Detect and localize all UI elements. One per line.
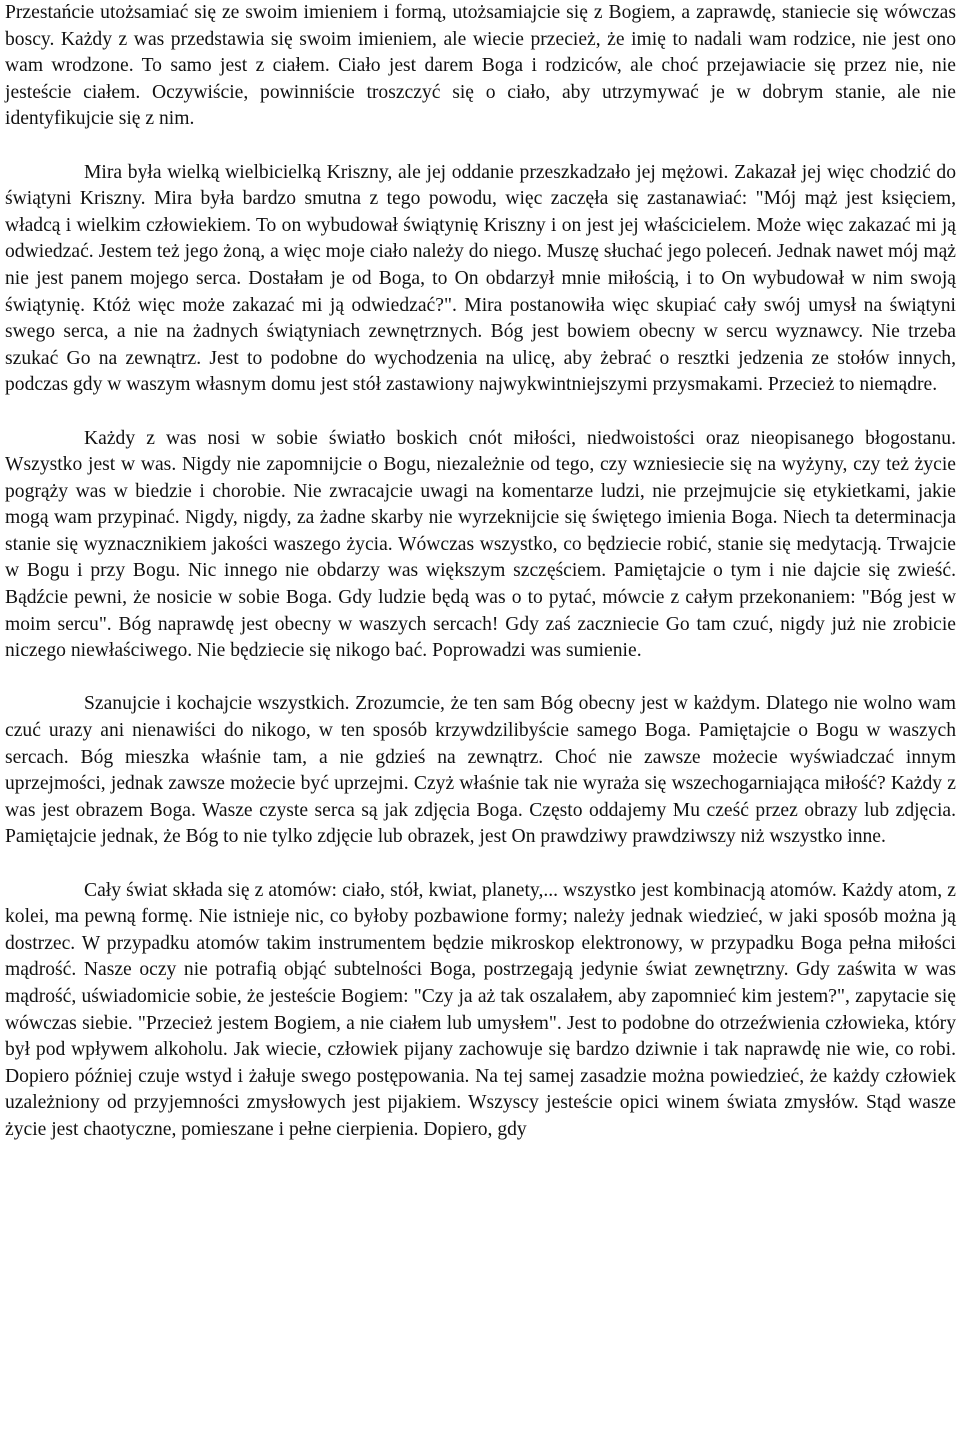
paragraph-text: Mira była wielką wielbicielką Kriszny, ale jej oddanie przeszkadzało jej mężowi. Zakazał jej więc chodzić do świątyni Kriszny. Mira była bardzo smutna z tego powodu, więc zaczęła się zastanawiać: "Mój mąż jest księciem, władcą i wielkim człowiekiem. To on wybudował świątynię Kriszny i on jest jej właścicielem. Może więc zakazać mi ją odwiedzać. Jestem też jego żoną, a więc moje ciało należy do niego. Muszę słuchać jego poleceń. Jednak nawet mój mąż nie jest panem mojego serca. Dostałam je od Boga, to On obdarzył mnie miłością, i to On wybudował w nim swoją świątynię. Któż więc może zakazać mi ją odwiedzać?". Mira postanowiła więc skupiać cały swój umysł na świątyni swego serca, a nie na żadnych świątyniach zewnętrznych. Bóg jest bowiem obecny w sercu wyznawcy. Nie trzeba szukać Go na zewnątrz. Jest to podobne do wychodzenia na ulicę, aby żebrać o resztki jedzenia ze stołów innych, podczas gdy w waszym własnym domu jest stół zastawiony najwykwintniejszymi przysmakami. Przecież to niemądre. xyxy=(5,161,956,396)
paragraph-identity xyxy=(0,0,960,133)
paragraph-respect-love xyxy=(0,691,960,851)
paragraph-text: Szanujcie i kochajcie wszystkich. Zrozumcie, że ten sam Bóg obecny jest w każdym. Dlatego nie wolno wam czuć urazy ani nienawiści do nikogo, w ten sposób krzywdzilibyście samego Boga. Pamiętajcie o Bogu w waszych sercach. Bóg mieszka właśnie tam, a nie gdzieś na zewnątrz. Choć nie zawsze możecie wyświadczać innym uprzejmości, jednak zawsze możecie być uprzejmi. Czyż właśnie tak nie wyraża się wszechogarniająca miłość? Każdy z was jest obrazem Boga. Wasze czyste serca są jak zdjęcia Boga. Często oddajemy Mu cześć przez obrazy lub zdjęcia. Pamiętajcie jednak, że Bóg to nie tylko zdjęcie lub obrazek, jest On prawdziwy prawdziwszy niż wszystko inne. xyxy=(5,693,956,848)
paragraph-mira xyxy=(0,160,960,399)
paragraph-atoms xyxy=(0,878,960,1144)
paragraph-text: Każdy z was nosi w sobie światło boskich cnót miłości, niedwoistości oraz nieopisanego błogostanu. Wszystko jest w was. Nigdy nie zapomnijcie o Bogu, niezależnie od tego, czy wzniesiecie się na wyżyny, czy też życie pogrąży was w biedzie i chorobie. Nie zwracajcie uwagi na komentarze ludzi, nie przejmujcie się etykietkami, jakie mogą wam przypinać. Nigdy, nigdy, za żadne skarby nie wyrzeknijcie się świętego imienia Boga. Niech ta determinacja stanie się wyznacznikiem jakości waszego życia. Wówczas wszystko, co będziecie robić, stanie się medytacją. Trwajcie w Bogu i przy Bogu. Nic innego nie obdarzy was większym szczęściem. Pamiętajcie o tym i nie dajcie się zwieść. Bądźcie pewni, że nosicie w sobie Boga. Gdy ludzie będą was o to pytać, mówcie z całym przekonaniem: "Bóg jest w moim sercu". Bóg naprawdę jest obecny w waszych sercach! Gdy zaś zaczniecie Go tam czuć, nigdy już nie zrobicie niczego niewłaściwego. Nie będziecie się nikogo bać. Poprowadzi was sumienie. xyxy=(5,427,956,662)
paragraph-text: Przestańcie utożsamiać się ze swoim imieniem i formą, utożsamiajcie się z Bogiem, a zaprawdę, staniecie się wówczas boscy. Każdy z was przedstawia się swoim imieniem, ale wiecie przecież, że imię to nadali wam rodzice, nie jest ono wam wrodzone. To samo jest z ciałem. Ciało jest darem Boga i rodziców, ale choć przejawiacie się przez nie, nie jesteście ciałem. Oczywiście, powinniście troszczyć się o ciało, aby utrzymywać je w dobrym stanie, ale nie identyfikujcie się z nim. xyxy=(5,2,956,130)
paragraph-inner-light xyxy=(0,426,960,665)
paragraph-text: Cały świat składa się z atomów: ciało, stół, kwiat, planety,... wszystko jest kombinacją atomów. Każdy atom, z kolei, ma pewną formę. Nie istnieje nic, co byłoby pozbawione formy; należy jednak wiedzieć, w jaki sposób można ją dostrzec. W przypadku atomów takim instrumentem będzie mikroskop elektronowy, w przypadku Boga pełna miłości mądrość. Nasze oczy nie potrafią objąć subtelności Boga, postrzegają jedynie świat zewnętrzny. Gdy zaświta w was mądrość, uświadomicie sobie, że jesteście Bogiem: "Czy ja aż tak oszalałem, aby zapomnieć kim jestem?", zapytacie się wówczas siebie. "Przecież jestem Bogiem, a nie ciałem lub umysłem". Jest to podobne do otrzeźwienia człowieka, który był pod wpływem alkoholu. Jak wiecie, człowiek pijany zachowuje się bardzo dziwnie i tak naprawdę nie wie, co robi. Dopiero później czuje wstyd i żałuje swego postępowania. Na tej samej zasadzie można powiedzieć, że każdy człowiek uzależniony od przyjemności zmysłowych jest pijakiem. Wszyscy jesteście opici winem świata zmysłów. Stąd wasze życie jest chaotyczne, pomieszane i pełne cierpienia. Dopiero, gdy xyxy=(5,879,956,1140)
